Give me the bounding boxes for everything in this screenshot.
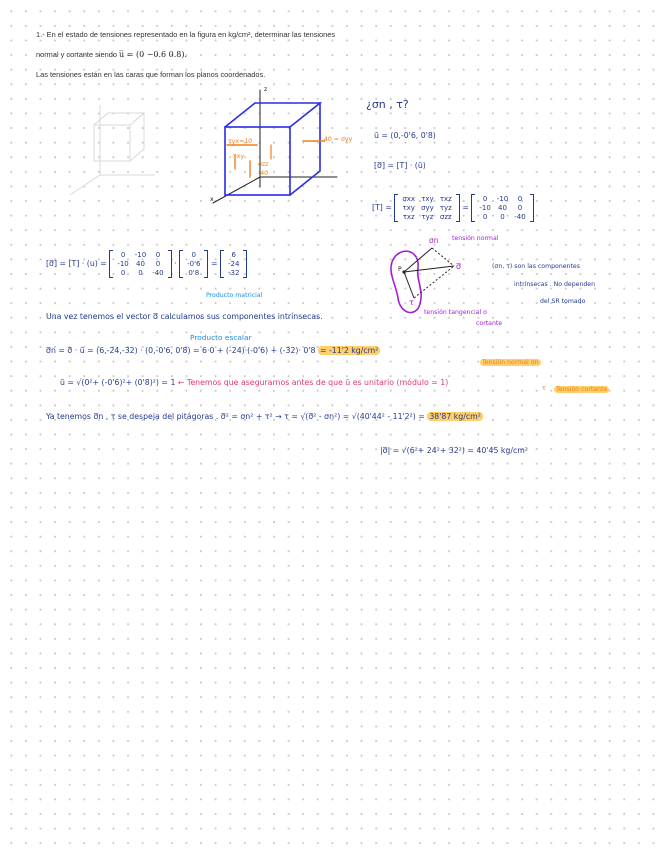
p-r: -24 — [227, 260, 240, 268]
cube-label-tau-yx: τyx=10 — [228, 138, 253, 145]
t-sym: σyy — [421, 204, 434, 212]
t-sym: τxz — [402, 213, 415, 221]
producto-matricial-note: Producto matricial — [206, 292, 263, 299]
diagram-tau: τ — [409, 298, 414, 307]
diagram-sigma-vector: σ̅ — [456, 262, 462, 271]
t-num: 0 — [517, 195, 523, 203]
product-dot: · — [174, 259, 177, 268]
matrix-equation: [σ̅] = [T] · (ū) — [374, 161, 426, 170]
t-num: 0 — [500, 213, 505, 221]
tensor-label-text: [T] = — [372, 203, 392, 212]
p-t: 40 — [136, 260, 145, 268]
t-num: 0 — [482, 195, 488, 203]
side-note-1: (σn, τ) son las componentes — [492, 263, 580, 270]
tau-result: 38'87 kg/cm² — [429, 412, 481, 421]
p-t: -40 — [152, 269, 164, 277]
p-u: 0 — [191, 251, 196, 259]
t-sym: σzz — [439, 213, 452, 221]
product-T-matrix — [109, 250, 171, 278]
cube-axis-z-label: z — [264, 86, 268, 93]
u-vector: ū = (0,-0'6, 0'8) — [374, 131, 436, 140]
u-modulus — [60, 378, 448, 387]
tau-formula — [46, 412, 483, 421]
t-num: -40 — [514, 213, 526, 221]
sigma-n-formula — [46, 346, 380, 355]
t-num: 0 — [482, 213, 488, 221]
t-sym: τxz — [439, 195, 452, 203]
sigma-modulus: |σ̅| = √(6²+ 24²+ 32²) = 40'45 kg/cm² — [380, 446, 528, 455]
product-result-vector — [220, 250, 247, 278]
tau-expression: Ya tenemos σ̅n , τ se despeja del pitágoras . σ̅² = σn² + τ² → τ = √(σ̅² - σn²) = √(40'44² - 11'2²) = — [46, 412, 425, 421]
diagram-tau-label-2: cortante — [476, 320, 503, 327]
sigma-n-note: Tensión normal σn — [482, 359, 539, 366]
p-t: 0 — [120, 251, 126, 259]
cube-side-face — [290, 103, 320, 195]
problem-line-2-text: normal y cortante siendo — [36, 50, 117, 59]
t-num: 40 — [498, 204, 507, 212]
tau-symbol-mark: τ — [542, 385, 546, 392]
cube-label-sigma-zz-value: -40 — [258, 170, 269, 177]
side-note-3: del SR tomado — [540, 298, 586, 305]
u-modulus-formula: ū = √(0²+ (-0'6)²+ (0'8)²) = 1 — [60, 378, 176, 387]
matrix-product — [46, 250, 247, 278]
axis-x-line — [213, 177, 260, 203]
p-u: 0'8 — [188, 269, 200, 277]
problem-line-1: 1.- En el estado de tensiones representado en la figura en kg/cm², determinar las tensiones — [36, 30, 336, 39]
problem-vector-u: u̅ = (0 −0.6 0.8). — [119, 50, 188, 59]
diagram-sigma-n-label: tensión normal — [452, 235, 499, 242]
cube-axis-x-label: x — [210, 196, 214, 203]
cube-label-sigma-zz: σzz — [258, 161, 269, 168]
sigma-n-expression: σ̅n = σ̅ · ū = (6,-24,-32) · (0,-0'6, 0'8) = 6·0 + (-24)·(-0'6) + (-32)· 0'8 — [46, 346, 316, 355]
matrix-product-lhs: [σ̅] = [T] · (u) = — [46, 259, 107, 268]
faint-cube-sketch — [60, 95, 160, 205]
p-u: -0'6 — [187, 260, 201, 268]
t-sym: τxy — [402, 204, 415, 212]
p-t: -10 — [117, 260, 129, 268]
p-t: -10 — [134, 251, 147, 259]
t-sym: σxx — [402, 195, 416, 203]
cube-label-sigma-yy: 40 = σyy — [324, 136, 353, 143]
question-heading: ¿σn , τ? — [366, 98, 409, 111]
t-sym: τyz — [421, 213, 434, 221]
sigma-n-result: = -11'2 kg/cm² — [319, 346, 379, 355]
product-u-vector — [179, 250, 208, 278]
t-sym: τxy — [421, 195, 434, 203]
tensor-numeric-matrix — [471, 194, 533, 222]
p-t: 0 — [155, 260, 161, 268]
t-sym: τyz — [439, 204, 452, 212]
side-note-2: intrínsecas . No dependen — [514, 281, 596, 288]
p-t: 0 — [138, 269, 143, 277]
product-equals: = — [210, 259, 218, 268]
problem-line-2 — [36, 50, 187, 59]
t-num: 0 — [517, 204, 523, 212]
p-t: 0 — [120, 269, 126, 277]
t-num: -10 — [479, 204, 491, 212]
tensor-equals: = — [462, 203, 469, 212]
u-modulus-note: ← Tenemos que asegurarnos antes de que ū es unitario (módulo = 1) — [177, 378, 449, 387]
tensor-label — [372, 194, 534, 222]
tau-note: Tensión cortante — [556, 386, 608, 393]
p-r: -32 — [227, 269, 240, 277]
problem-line-3: Las tensiones están en las caras que forman los planos coordenados. — [36, 70, 266, 79]
cube-label-tau-xy: τxy — [233, 153, 245, 160]
steps-intro: Una vez tenemos el vector σ̅ calculamos sus componentes intrínsecas. — [46, 312, 323, 321]
diagram-point-p: P — [398, 266, 402, 273]
p-t: 0 — [155, 251, 161, 259]
cube-top-face — [225, 103, 320, 127]
t-num: -10 — [496, 195, 509, 203]
diagram-sigma-n: σn — [429, 236, 439, 245]
tensor-symbolic-matrix — [394, 194, 460, 222]
producto-escalar-note: Producto escalar — [190, 333, 252, 342]
p-r: 6 — [231, 251, 236, 259]
diagram-tau-label: tensión tangencial o — [424, 309, 487, 316]
stress-cube-figure — [205, 85, 345, 210]
